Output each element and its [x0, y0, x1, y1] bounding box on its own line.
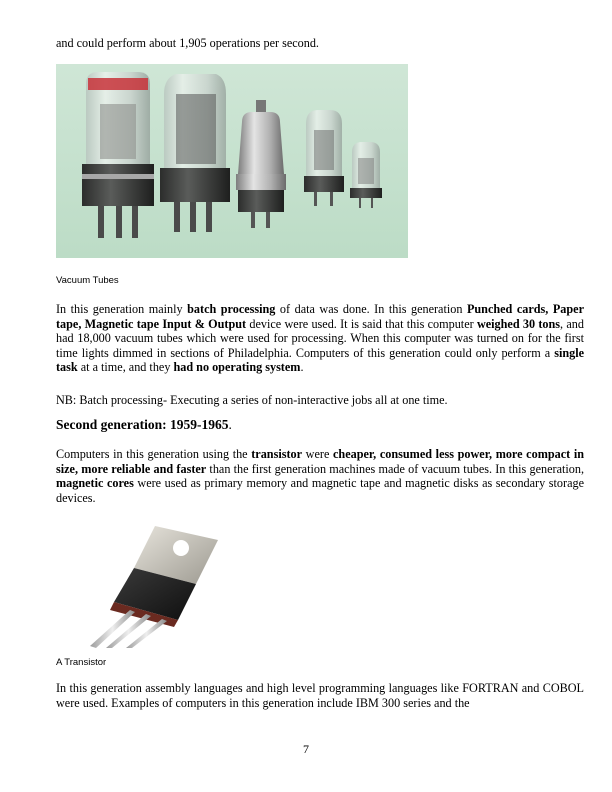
bold-text: cheaper, consumed less power, more compact in size, more reliable and faster [56, 447, 585, 476]
heading-second-generation-text: Second generation: 1959-1965 [56, 417, 229, 432]
text-run: were used as primary memory and magnetic tape and magnetic disks as secondary storage devices. [56, 476, 584, 505]
bold-text: batch processing [187, 302, 276, 316]
transistor-image [70, 524, 230, 653]
vacuum-tubes-caption: Vacuum Tubes [56, 275, 119, 286]
intro-line: and could perform about 1,905 operations per second. [56, 36, 319, 50]
text-run: than the first generation machines made of vacuum tubes. In this generation, [206, 461, 584, 476]
text-run: Computers in this generation using the [56, 447, 252, 461]
text-run: , and had 18,000 vacuum tubes which were used for processing. When this computer was turned on for the first time lights dimmed in sections of Philadelphia. Computers of this generation could only perform a [56, 316, 584, 360]
text-run: device were used. It is said that this computer [246, 316, 477, 331]
text-run: of data was done. In this generation [275, 302, 467, 316]
text-run: at a time, and they [77, 360, 174, 375]
nb-batch-processing: NB: Batch processing- Executing a series of non-interactive jobs all at one time. [56, 393, 448, 407]
heading-period: . [228, 417, 232, 432]
transistor-caption: A Transistor [56, 657, 107, 668]
text-run: were [302, 447, 334, 461]
bold-text: magnetic cores [56, 476, 134, 491]
page-number: 7 [303, 742, 309, 756]
paragraph-first-generation [56, 302, 584, 375]
text-run: In this generation mainly [56, 302, 188, 316]
bold-text: Punched cards, Paper tape, Magnetic tape Input & Output [56, 302, 584, 331]
bold-text: weighed 30 tons [476, 316, 561, 331]
vacuum-tubes-image [56, 64, 408, 263]
text-run: . [300, 360, 304, 375]
bold-text: had no operating system [173, 360, 301, 375]
heading-second-generation [56, 417, 232, 433]
paragraph-second-generation [56, 447, 584, 505]
bold-text: transistor [251, 447, 303, 461]
paragraph-third: In this generation assembly languages and high level programming languages like FORTRAN and COBOL were used. Examples of computers in this generation include IBM 300 series and the [56, 681, 584, 710]
bold-text: single task [56, 345, 584, 375]
